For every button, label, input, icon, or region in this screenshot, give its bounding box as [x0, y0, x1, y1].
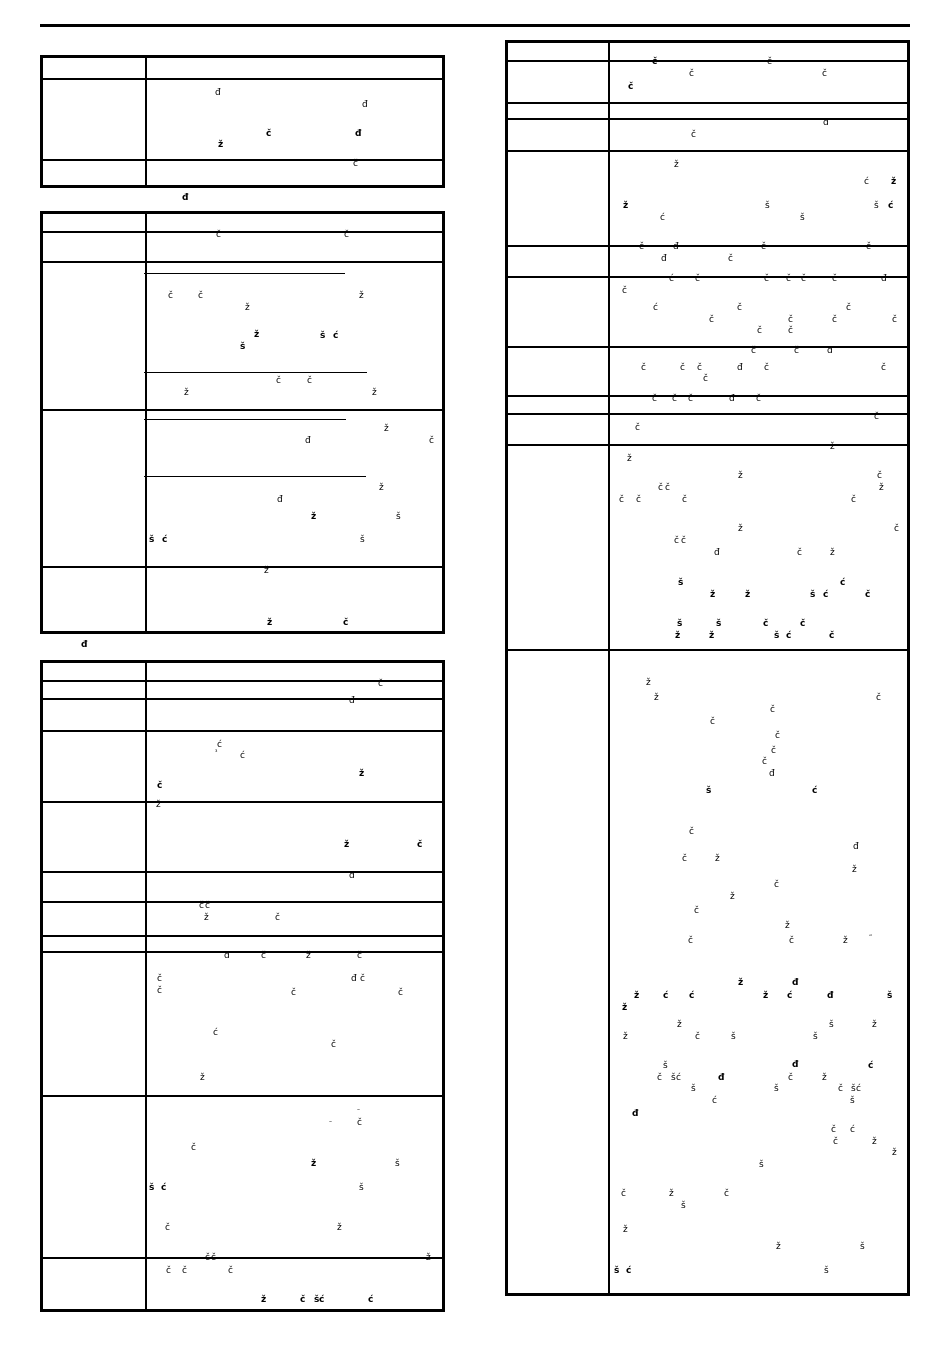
text-glyph: č [694, 906, 699, 916]
text-glyph: ž [654, 693, 659, 703]
text-glyph: ž [776, 1242, 781, 1252]
text-glyph: č [628, 82, 634, 92]
text-glyph: ž [359, 291, 364, 301]
text-glyph: đ [714, 548, 720, 558]
row-divider [43, 261, 442, 263]
text-glyph: č [794, 346, 799, 356]
text-glyph: č [639, 242, 644, 252]
text-glyph: đ [305, 436, 311, 446]
text-glyph: č [751, 346, 756, 356]
text-glyph: č [199, 901, 204, 911]
text-glyph: č [695, 1032, 700, 1042]
text-glyph: č [417, 840, 423, 850]
row-divider [508, 649, 907, 651]
text-glyph: š [874, 201, 879, 211]
text-glyph: č [205, 901, 210, 911]
row-divider [508, 245, 907, 247]
text-glyph: ž [622, 1003, 628, 1013]
text-glyph: ž [623, 1032, 628, 1042]
text-glyph: č [166, 1266, 171, 1276]
row-divider [43, 409, 442, 411]
text-glyph: ć [660, 213, 665, 223]
text-glyph: ž [372, 388, 377, 398]
text-glyph: đ [718, 1073, 725, 1083]
text-glyph: č [635, 423, 640, 433]
text-glyph: ć [626, 1266, 632, 1276]
text-glyph: ž [204, 913, 209, 923]
text-glyph: č [360, 974, 365, 984]
text-glyph: č [800, 619, 806, 629]
text-glyph: č [636, 495, 641, 505]
text-glyph: ć [812, 786, 818, 796]
text-glyph: š [800, 213, 805, 223]
row-divider [43, 935, 442, 937]
text-glyph: š [677, 619, 683, 629]
text-glyph: ć [850, 1125, 855, 1135]
text-glyph: č [205, 1253, 210, 1263]
text-glyph: ” [869, 934, 873, 941]
text-glyph: č [652, 394, 657, 404]
text-glyph: ž [715, 854, 720, 864]
text-glyph: ž [892, 1148, 897, 1158]
row-divider [43, 78, 442, 80]
text-glyph: č [378, 679, 383, 689]
row-divider [508, 102, 907, 104]
text-glyph: š [671, 1073, 676, 1083]
text-glyph: ž [264, 566, 269, 576]
text-glyph: đ [349, 871, 355, 881]
text-glyph: ž [261, 1295, 267, 1305]
text-glyph: – [357, 1106, 360, 1113]
text-glyph: č [681, 536, 686, 546]
text-glyph: – [329, 1118, 332, 1125]
row-divider [43, 1257, 442, 1259]
text-glyph: ž [872, 1020, 877, 1030]
text-glyph: đ [277, 495, 283, 505]
text-glyph: č [833, 1137, 838, 1147]
text-glyph: č [688, 936, 693, 946]
text-glyph: č [728, 254, 733, 264]
text-glyph: ž [677, 1020, 682, 1030]
text-glyph: š [774, 631, 780, 641]
text-glyph: ž [738, 524, 743, 534]
text-glyph: š [320, 331, 326, 341]
text-glyph: č [788, 326, 793, 336]
text-glyph: ć [669, 274, 674, 284]
text-glyph: č [680, 363, 685, 373]
text-glyph: š [360, 535, 365, 545]
text-glyph: š [851, 1084, 856, 1094]
text-glyph: ž [184, 388, 189, 398]
text-glyph: ć [840, 578, 846, 588]
text-glyph: š [887, 991, 893, 1001]
text-glyph: đ [215, 88, 221, 98]
text-glyph: č [801, 274, 806, 284]
text-glyph: č [724, 1189, 729, 1199]
text-glyph: ž [337, 1223, 342, 1233]
text-glyph: š [860, 1242, 865, 1252]
text-glyph: š [850, 1096, 855, 1106]
text-glyph: ž [267, 618, 273, 628]
text-glyph: č [775, 731, 780, 741]
text-glyph: č [877, 471, 882, 481]
text-glyph: č [688, 394, 693, 404]
text-glyph: š [716, 619, 722, 629]
text-glyph: ž [646, 678, 651, 688]
text-glyph: č [832, 315, 837, 325]
text-glyph: ž [669, 1189, 674, 1199]
text-glyph: ž [891, 177, 897, 187]
text-glyph: č [619, 495, 624, 505]
text-glyph: ć [240, 751, 245, 761]
text-glyph: ž [200, 1073, 205, 1083]
text-glyph: č [697, 363, 702, 373]
text-glyph: č [695, 274, 700, 284]
text-glyph: đ [673, 242, 679, 252]
text-glyph: ž [426, 1253, 431, 1263]
text-glyph: š [824, 1266, 829, 1276]
text-glyph: ž [311, 1159, 317, 1169]
text-glyph: č [165, 1223, 170, 1233]
text-glyph: č [691, 130, 696, 140]
text-glyph: č [168, 291, 173, 301]
text-glyph: č [756, 394, 761, 404]
text-glyph: š [706, 786, 712, 796]
text-glyph: đ [769, 769, 775, 779]
text-glyph: č [874, 412, 879, 422]
text-glyph: č [228, 1266, 233, 1276]
text-glyph: č [757, 326, 762, 336]
text-glyph: ž [384, 424, 389, 434]
column-divider [145, 214, 147, 631]
row-divider [508, 413, 907, 415]
text-glyph: ž [306, 951, 311, 961]
text-glyph: č [761, 242, 766, 252]
text-glyph: ž [830, 548, 835, 558]
text-glyph: š [810, 590, 816, 600]
text-glyph: č [621, 1189, 626, 1199]
text-glyph: š [813, 1032, 818, 1042]
text-glyph: đ [792, 978, 799, 988]
text-glyph: đ [823, 118, 829, 128]
text-glyph: č [344, 230, 349, 240]
text-glyph: č [774, 880, 779, 890]
text-glyph: ž [311, 512, 317, 522]
text-glyph: ć [676, 1073, 681, 1083]
text-glyph: ž [843, 936, 848, 946]
text-glyph: č [343, 618, 349, 628]
text-glyph: ć [864, 177, 869, 187]
text-glyph: ³ [215, 749, 218, 756]
text-glyph: č [331, 1040, 336, 1050]
text-glyph: ć [319, 1295, 325, 1305]
text-glyph: č [762, 757, 767, 767]
text-glyph: č [876, 693, 881, 703]
cell-underline [144, 372, 367, 373]
text-glyph: č [786, 274, 791, 284]
text-glyph: č [709, 315, 714, 325]
text-glyph: đ [632, 1109, 639, 1119]
text-glyph: č [822, 69, 827, 79]
text-glyph: č [771, 746, 776, 756]
text-glyph: č [865, 590, 871, 600]
text-glyph: č [216, 230, 221, 240]
row-divider [508, 150, 907, 152]
text-glyph: č [672, 394, 677, 404]
text-glyph: č [703, 374, 708, 384]
text-glyph: ž [634, 991, 640, 1001]
text-glyph: ć [333, 331, 339, 341]
text-glyph: č [689, 827, 694, 837]
text-glyph: ž [218, 140, 224, 150]
text-glyph: ć [368, 1295, 374, 1305]
text-glyph: ž [254, 330, 260, 340]
text-glyph: ć [787, 991, 793, 1001]
text-glyph: č [831, 1125, 836, 1135]
text-glyph: đ [792, 1060, 799, 1070]
table-caption-glyph: đ [182, 193, 189, 203]
text-glyph: ć [856, 1084, 861, 1094]
text-glyph: č [191, 1143, 196, 1153]
row-divider [508, 346, 907, 348]
text-glyph: č [182, 1266, 187, 1276]
text-glyph: đ [362, 100, 368, 110]
text-glyph: č [881, 363, 886, 373]
text-glyph: š [396, 512, 401, 522]
text-glyph: ž [675, 631, 681, 641]
table-right [505, 40, 910, 1296]
text-glyph: č [788, 1073, 793, 1083]
text-glyph: š [681, 1201, 686, 1211]
text-glyph: đ [827, 346, 833, 356]
text-glyph: č [767, 57, 772, 67]
text-glyph: ž [379, 483, 384, 493]
text-glyph: č [357, 951, 362, 961]
text-glyph: č [866, 242, 871, 252]
text-glyph: ć [868, 1061, 874, 1071]
text-glyph: ž [710, 590, 716, 600]
text-glyph: č [851, 495, 856, 505]
text-glyph: č [157, 781, 163, 791]
text-glyph: č [291, 988, 296, 998]
text-glyph: ž [745, 590, 751, 600]
text-glyph: ž [830, 442, 835, 452]
text-glyph: č [764, 274, 769, 284]
text-glyph: č [275, 913, 280, 923]
text-glyph: š [678, 578, 684, 588]
text-glyph: č [307, 376, 312, 386]
column-divider [608, 43, 610, 1293]
row-divider [508, 395, 907, 397]
text-glyph: đ [351, 974, 357, 984]
text-glyph: š [614, 1266, 620, 1276]
text-glyph: č [266, 129, 272, 139]
text-glyph: č [846, 303, 851, 313]
text-glyph: č [737, 303, 742, 313]
text-glyph: ž [879, 483, 884, 493]
row-divider [43, 871, 442, 873]
text-glyph: ž [623, 201, 629, 211]
text-glyph: š [149, 1183, 155, 1193]
table-mid-left [40, 211, 445, 634]
text-glyph: č [357, 1118, 362, 1128]
text-glyph: đ [881, 274, 887, 284]
cell-underline [144, 273, 345, 274]
text-glyph: č [674, 536, 679, 546]
row-divider [508, 444, 907, 446]
text-glyph: č [797, 548, 802, 558]
text-glyph: ž [738, 471, 743, 481]
text-glyph: č [832, 274, 837, 284]
text-glyph: ž [359, 769, 365, 779]
row-divider [43, 901, 442, 903]
text-glyph: ć [888, 201, 894, 211]
text-glyph: ć [213, 1028, 218, 1038]
row-divider [43, 231, 442, 233]
text-glyph: ž [156, 800, 161, 810]
text-glyph: ž [245, 303, 250, 313]
row-divider [43, 1095, 442, 1097]
text-glyph: č [157, 974, 162, 984]
cell-underline [144, 419, 346, 420]
text-glyph: đ [355, 129, 362, 139]
text-glyph: č [300, 1295, 306, 1305]
page-header-rule [40, 24, 910, 27]
text-glyph: š [314, 1295, 320, 1305]
text-glyph: č [789, 936, 794, 946]
text-glyph: č [763, 619, 769, 629]
text-glyph: č [710, 717, 715, 727]
text-glyph: š [731, 1032, 736, 1042]
text-glyph: č [788, 315, 793, 325]
row-divider [508, 60, 907, 62]
text-glyph: ž [674, 160, 679, 170]
row-divider [508, 276, 907, 278]
row-divider [43, 801, 442, 803]
text-glyph: ć [161, 1183, 167, 1193]
text-glyph: č [198, 291, 203, 301]
text-glyph: ć [162, 535, 168, 545]
text-glyph: ć [689, 991, 695, 1001]
row-divider [43, 698, 442, 700]
text-glyph: č [652, 57, 658, 67]
row-divider [43, 566, 442, 568]
text-glyph: č [261, 951, 266, 961]
text-glyph: č [157, 986, 162, 996]
text-glyph: ž [785, 921, 790, 931]
text-glyph: ć [653, 303, 658, 313]
text-glyph: š [149, 535, 155, 545]
text-glyph: đ [853, 842, 859, 852]
text-glyph: ž [763, 991, 769, 1001]
row-divider [508, 118, 907, 120]
text-glyph: đ [661, 254, 667, 264]
text-glyph: š [829, 1020, 834, 1030]
text-glyph: š [240, 342, 246, 352]
text-glyph: đ [349, 696, 355, 706]
text-glyph: č [353, 159, 358, 169]
text-glyph: č [689, 69, 694, 79]
cell-underline [144, 476, 366, 477]
table-top-left [40, 55, 445, 188]
text-glyph: ž [344, 840, 350, 850]
text-glyph: ć [712, 1096, 717, 1106]
text-glyph: č [770, 705, 775, 715]
text-glyph: š [765, 201, 770, 211]
text-glyph: č [658, 483, 663, 493]
text-glyph: š [774, 1084, 779, 1094]
text-glyph: đ [737, 363, 743, 373]
text-glyph: č [398, 988, 403, 998]
text-glyph: č [894, 524, 899, 534]
text-glyph: č [682, 495, 687, 505]
text-glyph: ć [217, 740, 222, 750]
text-glyph: š [759, 1160, 764, 1170]
text-glyph: č [641, 363, 646, 373]
row-divider [43, 951, 442, 953]
text-glyph: ž [822, 1073, 827, 1083]
text-glyph: č [892, 315, 897, 325]
text-glyph: đ [827, 991, 834, 1001]
text-glyph: š [663, 1061, 668, 1071]
text-glyph: ž [627, 454, 632, 464]
text-glyph: š [359, 1183, 364, 1193]
text-glyph: đ [729, 394, 735, 404]
text-glyph: č [211, 1253, 216, 1263]
text-glyph: č [682, 854, 687, 864]
text-glyph: č [276, 376, 281, 386]
row-divider [43, 730, 442, 732]
column-divider [145, 663, 147, 1309]
text-glyph: ž [852, 865, 857, 875]
text-glyph: č [829, 631, 835, 641]
text-glyph: č [764, 363, 769, 373]
text-glyph: č [838, 1084, 843, 1094]
text-glyph: č [657, 1073, 662, 1083]
row-divider [43, 159, 442, 161]
text-glyph: š [691, 1084, 696, 1094]
text-glyph: ž [709, 631, 715, 641]
text-glyph: č [429, 436, 434, 446]
text-glyph: ž [730, 892, 735, 902]
text-glyph: š [395, 1159, 400, 1169]
text-glyph: đ [224, 951, 230, 961]
text-glyph: ć [823, 590, 829, 600]
table-caption-glyph: đ [81, 640, 88, 650]
text-glyph: ć [786, 631, 792, 641]
text-glyph: č [622, 286, 627, 296]
text-glyph: ž [623, 1225, 628, 1235]
text-glyph: č [665, 483, 670, 493]
text-glyph: ž [872, 1137, 877, 1147]
text-glyph: ž [738, 978, 744, 988]
text-glyph: ć [663, 991, 669, 1001]
